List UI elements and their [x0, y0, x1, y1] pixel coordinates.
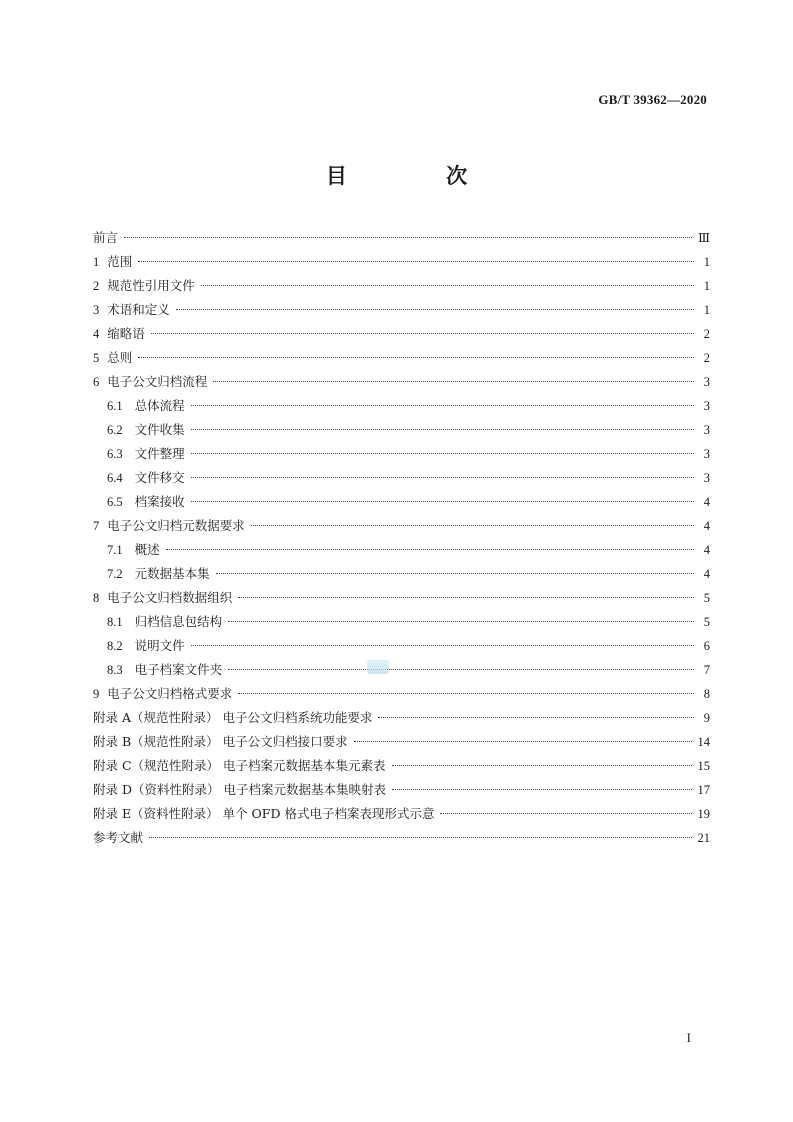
toc-entry-label: 电子公文归档流程: [107, 374, 208, 389]
watermark-logo: [367, 660, 389, 674]
toc-entry-page: 15: [697, 759, 710, 773]
toc-entry-number: 6.4: [107, 471, 123, 485]
dot-leader: [138, 357, 694, 358]
toc-entry-page: 19: [697, 807, 710, 821]
toc-entry-page: Ⅲ: [697, 231, 710, 245]
toc-entry-label: 元数据基本集: [134, 566, 210, 581]
toc-entry-label: 电子公文归档数据组织: [107, 590, 233, 605]
toc-entry[interactable]: [93, 658, 710, 682]
toc-entry[interactable]: [93, 826, 710, 850]
toc-entry-page: 5: [703, 615, 710, 629]
toc-entry-number: 3: [93, 303, 100, 317]
toc-entry-label: 电子档案文件夹: [134, 662, 223, 677]
dot-leader: [354, 741, 692, 742]
toc-entry-page: 4: [703, 519, 710, 533]
page-title: 目 次: [325, 164, 514, 188]
toc-entry[interactable]: [93, 730, 710, 754]
dot-leader: [191, 501, 694, 502]
toc-entry[interactable]: [93, 322, 710, 346]
toc-entry-label: 附录 D（资料性附录） 电子档案元数据基本集映射表: [93, 782, 386, 797]
dot-leader: [392, 789, 692, 790]
toc-entry-number: 4: [93, 327, 100, 341]
toc-entry-number: 7.1: [107, 543, 123, 557]
dot-leader: [149, 837, 691, 838]
toc-entry-number: 6.2: [107, 423, 123, 437]
dot-leader: [124, 237, 692, 238]
dot-leader: [213, 381, 694, 382]
toc-entry-label: 文件整理: [134, 446, 185, 461]
toc-entry[interactable]: [93, 490, 710, 514]
toc-entry[interactable]: [93, 562, 710, 586]
toc-entry-number: 6.1: [107, 399, 123, 413]
toc-entry[interactable]: [93, 250, 710, 274]
dot-leader: [216, 573, 694, 574]
toc-entry-page: 14: [697, 735, 710, 749]
toc-entry-page: 3: [703, 399, 710, 413]
toc-entry-label: 概述: [134, 542, 160, 557]
toc-entry-number: 1: [93, 255, 100, 269]
dot-leader: [151, 333, 694, 334]
toc-entry-page: 8: [703, 687, 710, 701]
toc-entry-number: 5: [93, 351, 100, 365]
toc-entry-number: 8.2: [107, 639, 123, 653]
toc-entry[interactable]: [93, 466, 710, 490]
toc-entry-label: 术语和定义: [107, 302, 170, 317]
toc-entry-number: 7: [93, 519, 100, 533]
dot-leader: [166, 549, 694, 550]
toc-entry[interactable]: [93, 226, 710, 250]
dot-leader: [201, 285, 694, 286]
toc-entry-label: 文件移交: [134, 470, 185, 485]
toc-entry[interactable]: [93, 394, 710, 418]
toc-entry-page: 1: [703, 303, 710, 317]
toc-entry-label: 电子公文归档格式要求: [107, 686, 233, 701]
toc-entry-label: 附录 B（规范性附录） 电子公文归档接口要求: [93, 734, 348, 749]
toc-entry-page: 1: [703, 255, 710, 269]
toc-entry[interactable]: [93, 274, 710, 298]
dot-leader: [191, 429, 694, 430]
toc-entry[interactable]: [93, 778, 710, 802]
toc-entry[interactable]: [93, 754, 710, 778]
toc-entry-number: 8.1: [107, 615, 123, 629]
toc-entry[interactable]: [93, 298, 710, 322]
toc-entry-number: 8: [93, 591, 100, 605]
toc-entry-number: 6.3: [107, 447, 123, 461]
dot-leader: [392, 765, 692, 766]
toc-entry-page: 2: [703, 351, 710, 365]
toc-entry-label: 总则: [107, 350, 133, 365]
toc-entry-label: 归档信息包结构: [134, 614, 223, 629]
dot-leader: [191, 405, 694, 406]
toc-entry-page: 3: [703, 447, 710, 461]
toc-entry-label: 范围: [107, 254, 133, 269]
toc-entry-label: 电子公文归档元数据要求: [107, 518, 245, 533]
toc-entry-label: 缩略语: [107, 326, 145, 341]
toc-entry-page: 9: [703, 711, 710, 725]
toc-entry-page: 17: [697, 783, 710, 797]
toc-entry[interactable]: [93, 442, 710, 466]
toc-entry-page: 3: [703, 423, 710, 437]
toc-entry[interactable]: [93, 634, 710, 658]
dot-leader: [191, 477, 694, 478]
toc-entry-page: 4: [703, 543, 710, 557]
dot-leader: [138, 261, 694, 262]
toc-entry-page: 1: [703, 279, 710, 293]
standard-number: GB/T 39362—2020: [598, 92, 707, 107]
toc-entry-label: 附录 A（规范性附录） 电子公文归档系统功能要求: [93, 710, 373, 725]
toc-entry-page: 4: [703, 495, 710, 509]
dot-leader: [191, 453, 694, 454]
toc-entry-label: 文件收集: [134, 422, 185, 437]
toc-entry-label: 前言: [93, 230, 119, 245]
dot-leader: [176, 309, 694, 310]
toc-entry[interactable]: [93, 370, 710, 394]
toc-entry-number: 6.5: [107, 495, 123, 509]
toc-entry[interactable]: [93, 802, 710, 826]
toc-entry-page: 5: [703, 591, 710, 605]
toc-entry-label: 总体流程: [134, 398, 185, 413]
dot-leader: [440, 813, 691, 814]
toc-entry-page: 3: [703, 375, 710, 389]
toc-entry[interactable]: [93, 586, 710, 610]
toc-entry-page: 3: [703, 471, 710, 485]
toc-entry-page: 4: [703, 567, 710, 581]
toc-entry-number: 7.2: [107, 567, 123, 581]
toc-entry-label: 附录 C（规范性附录） 电子档案元数据基本集元素表: [93, 758, 386, 773]
dot-leader: [378, 717, 694, 718]
toc-entry-page: 2: [703, 327, 710, 341]
toc-entry-number: 8.3: [107, 663, 123, 677]
toc-entry-label: 档案接收: [134, 494, 185, 509]
toc-entry-label: 附录 E（资料性附录） 单个 OFD 格式电子档案表现形式示意: [93, 806, 435, 821]
toc-entry[interactable]: [93, 418, 710, 442]
table-of-contents: [93, 226, 710, 850]
toc-entry[interactable]: [93, 682, 710, 706]
toc-entry-label: 参考文献: [93, 830, 144, 845]
toc-entry-number: 9: [93, 687, 100, 701]
toc-entry[interactable]: [93, 706, 710, 730]
dot-leader: [228, 621, 694, 622]
page-number: I: [686, 1030, 691, 1045]
toc-entry[interactable]: [93, 538, 710, 562]
dot-leader: [251, 525, 694, 526]
dot-leader: [191, 645, 694, 646]
toc-entry-label: 规范性引用文件: [107, 278, 195, 293]
toc-entry-number: 2: [93, 279, 100, 293]
toc-entry-number: 6: [93, 375, 100, 389]
dot-leader: [238, 693, 694, 694]
toc-entry[interactable]: [93, 514, 710, 538]
toc-entry-page: 21: [697, 831, 710, 845]
toc-entry[interactable]: [93, 610, 710, 634]
toc-entry-page: 7: [703, 663, 710, 677]
toc-entry-page: 6: [703, 639, 710, 653]
dot-leader: [238, 597, 694, 598]
toc-entry[interactable]: [93, 346, 710, 370]
dot-leader: [228, 669, 694, 670]
toc-entry-label: 说明文件: [134, 638, 185, 653]
